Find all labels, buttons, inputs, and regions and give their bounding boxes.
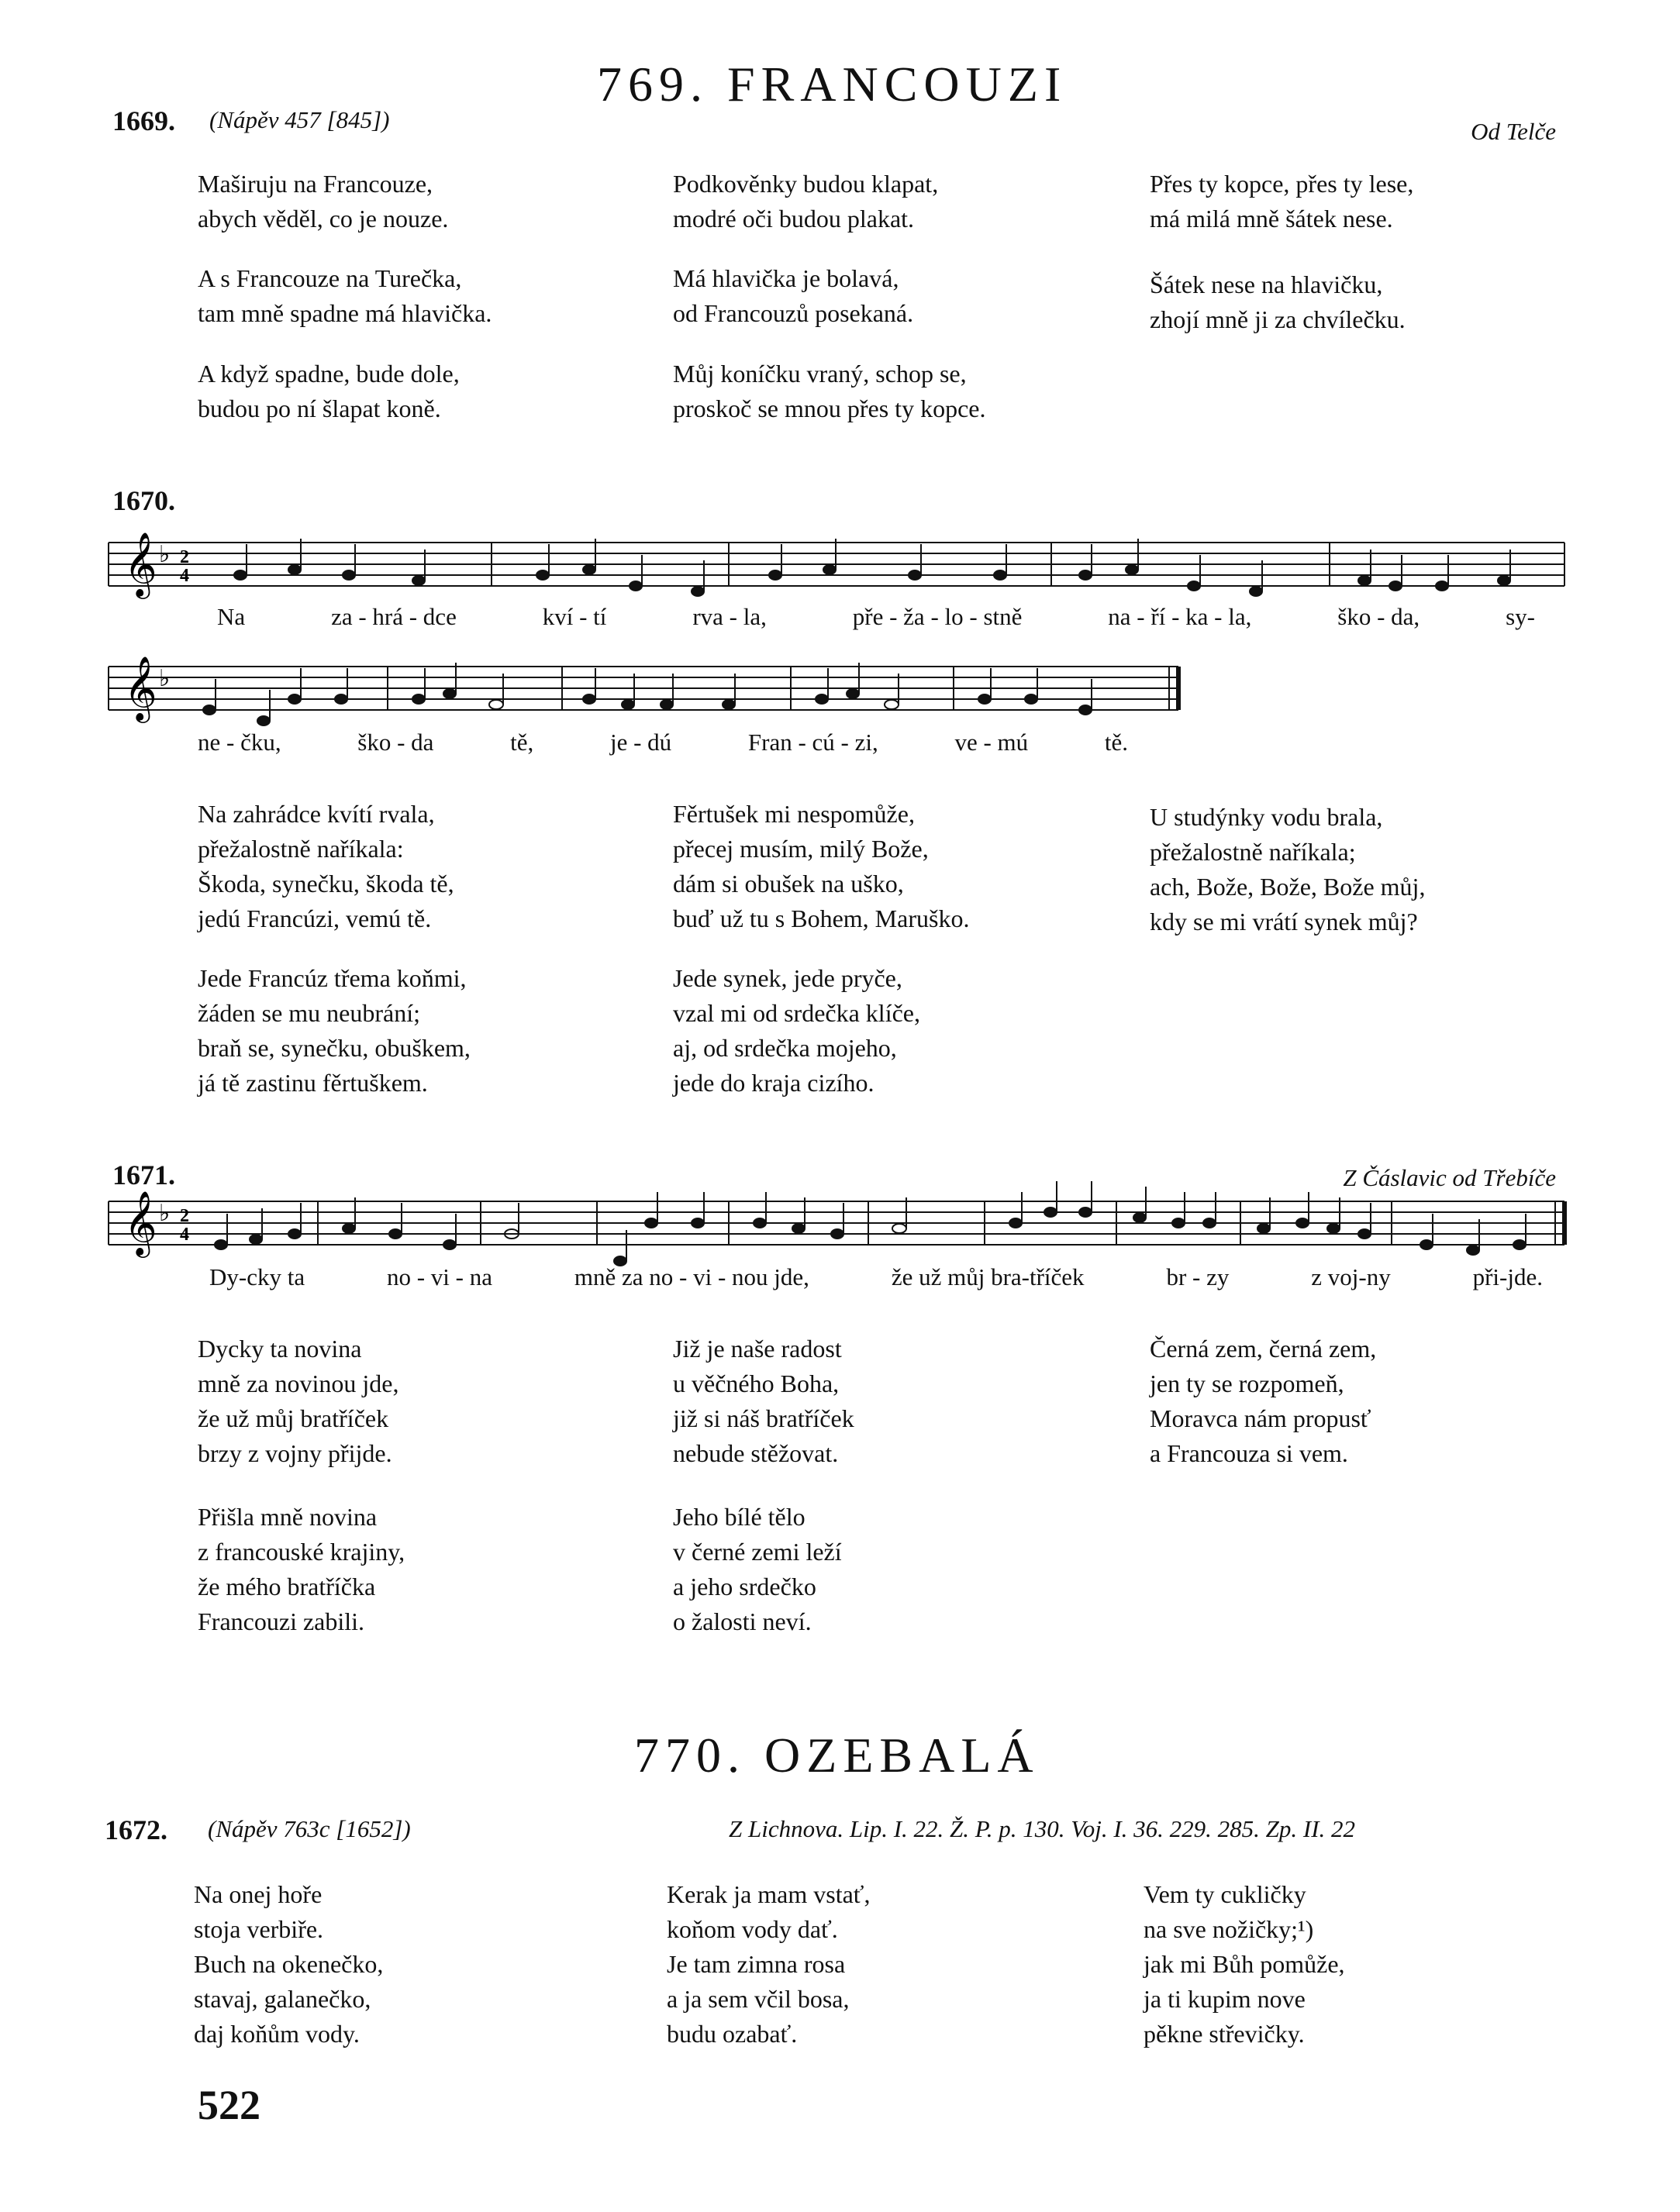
- svg-text:𝄞: 𝄞: [124, 655, 157, 720]
- page-number: 522: [198, 2082, 260, 2128]
- verse: Černá zem, černá zem, jen ty se rozpomeň, Moravca nám propusť a Francouza si vem.: [1150, 1335, 1377, 1467]
- verse: Přišla mně novina z francouské krajiny, že mého bratříčka Francouzi zabili.: [198, 1503, 405, 1635]
- song-origin-1672: Z Lichnova. Lip. I. 22. Ž. P. p. 130. Voj. I. 36. 229. 285. Zp. II. 22: [729, 1815, 1356, 1842]
- verse: Vem ty cukličky na sve nožičky;¹) jak mi Bůh pomůže, ja ti kupim nove pěkne střevičky.: [1144, 1880, 1345, 2048]
- svg-text:2: 2: [180, 547, 189, 567]
- verse: Jeho bílé tělo v černé zemi leží a jeho srdečko o žalosti neví.: [673, 1503, 842, 1635]
- verse: Fěrtušek mi nespomůže, přecej musím, milý Bože, dám si obušek na uško, buď už tu s Bohem, Maruško.: [673, 800, 970, 932]
- svg-text:4: 4: [180, 1225, 189, 1245]
- song-origin-1671: Z Čáslavic od Třebíče: [1343, 1164, 1556, 1191]
- svg-text:♭: ♭: [159, 1201, 171, 1226]
- lyrics-line: Na za - hrá - dce kví - tí rva - la, pře - ža - lo - stně na - ří - ka - la, ško - da, sy-: [217, 603, 1535, 630]
- music-staff: [109, 527, 1566, 612]
- verse: Maširuju na Francouze, abych věděl, co je nouze.: [198, 170, 449, 233]
- section-title-770: 770. OZEBALÁ: [634, 1728, 1040, 1783]
- verse: Na zahrádce kvítí rvala, přežalostně naříkala: Škoda, synečku, škoda tě, jedú Francúzi, vemú tě.: [198, 800, 454, 932]
- verse: A když spadne, bude dole, budou po ní šlapat koně.: [198, 360, 460, 422]
- song-ref-1672: (Nápěv 763c [1652]): [208, 1815, 411, 1842]
- song-origin-1669: Od Telče: [1471, 118, 1556, 145]
- song-ref-1669: (Nápěv 457 [845]): [209, 106, 390, 133]
- verse: Přes ty kopce, přes ty lese, má milá mně šátek nese.: [1150, 170, 1414, 233]
- verse: Jede Francúz třema koňmi, žáden se mu neubrání; braň se, synečku, obuškem, já tě zastinu fěrtuškem.: [198, 964, 471, 1097]
- lyrics-line: Dy-cky ta no - vi - na mně za no - vi - nou jde, že už můj bra-tříček br - zy z voj-ny při-jde.: [209, 1263, 1543, 1290]
- music-staff: [109, 651, 1194, 736]
- verse: Šátek nese na hlavičku, zhojí mně ji za chvílečku.: [1150, 270, 1406, 333]
- lyrics-line: ne - čku, ško - da tě, je - dú Fran - cú - zi, ve - mú tě.: [198, 729, 1128, 756]
- verse: Můj koníčku vraný, schop se, proskoč se mnou přes ty kopce.: [673, 360, 986, 422]
- verse: Dycky ta novina mně za novinou jde, že už můj bratříček brzy z vojny přijde.: [198, 1335, 399, 1467]
- svg-text:2: 2: [180, 1206, 189, 1226]
- svg-text:♭: ♭: [159, 666, 171, 691]
- song-number-1671: 1671.: [112, 1159, 175, 1190]
- verse: U studýnky vodu brala, přežalostně naříkala; ach, Bože, Bože, Bože můj, kdy se mi vrátí synek můj?: [1150, 803, 1426, 935]
- svg-text:𝄞: 𝄞: [124, 1190, 157, 1255]
- verse: A s Francouze na Turečka, tam mně spadne má hlavička.: [198, 264, 492, 327]
- verse: Kerak ja mam vstať, koňom vody dať. Je tam zimna rosa a ja sem včil bosa, budu ozabať.: [667, 1880, 871, 2048]
- music-staff: [109, 1186, 1566, 1271]
- verse: Podkověnky budou klapat, modré oči budou plakat.: [673, 170, 939, 233]
- svg-text:4: 4: [180, 566, 189, 586]
- verse: Jede synek, jede pryče, vzal mi od srdečka klíče, aj, od srdečka mojeho, jede do kraja cizího.: [673, 964, 920, 1097]
- verse: Již je naše radost u věčného Boha, již si náš bratříček nebude stěžovat.: [673, 1335, 854, 1467]
- verse: Má hlavička je bolavá, od Francouzů posekaná.: [673, 264, 914, 327]
- section-title-769: 769. FRANCOUZI: [597, 57, 1068, 112]
- verse: Na onej hoře stoja verbiře. Buch na okenečko, stavaj, galanečko, daj koňům vody.: [194, 1880, 384, 2048]
- song-number-1669: 1669.: [112, 105, 175, 136]
- svg-text:𝄞: 𝄞: [124, 531, 157, 596]
- svg-text:♭: ♭: [159, 542, 171, 567]
- song-number-1672: 1672.: [105, 1814, 167, 1845]
- song-number-1670: 1670.: [112, 485, 175, 516]
